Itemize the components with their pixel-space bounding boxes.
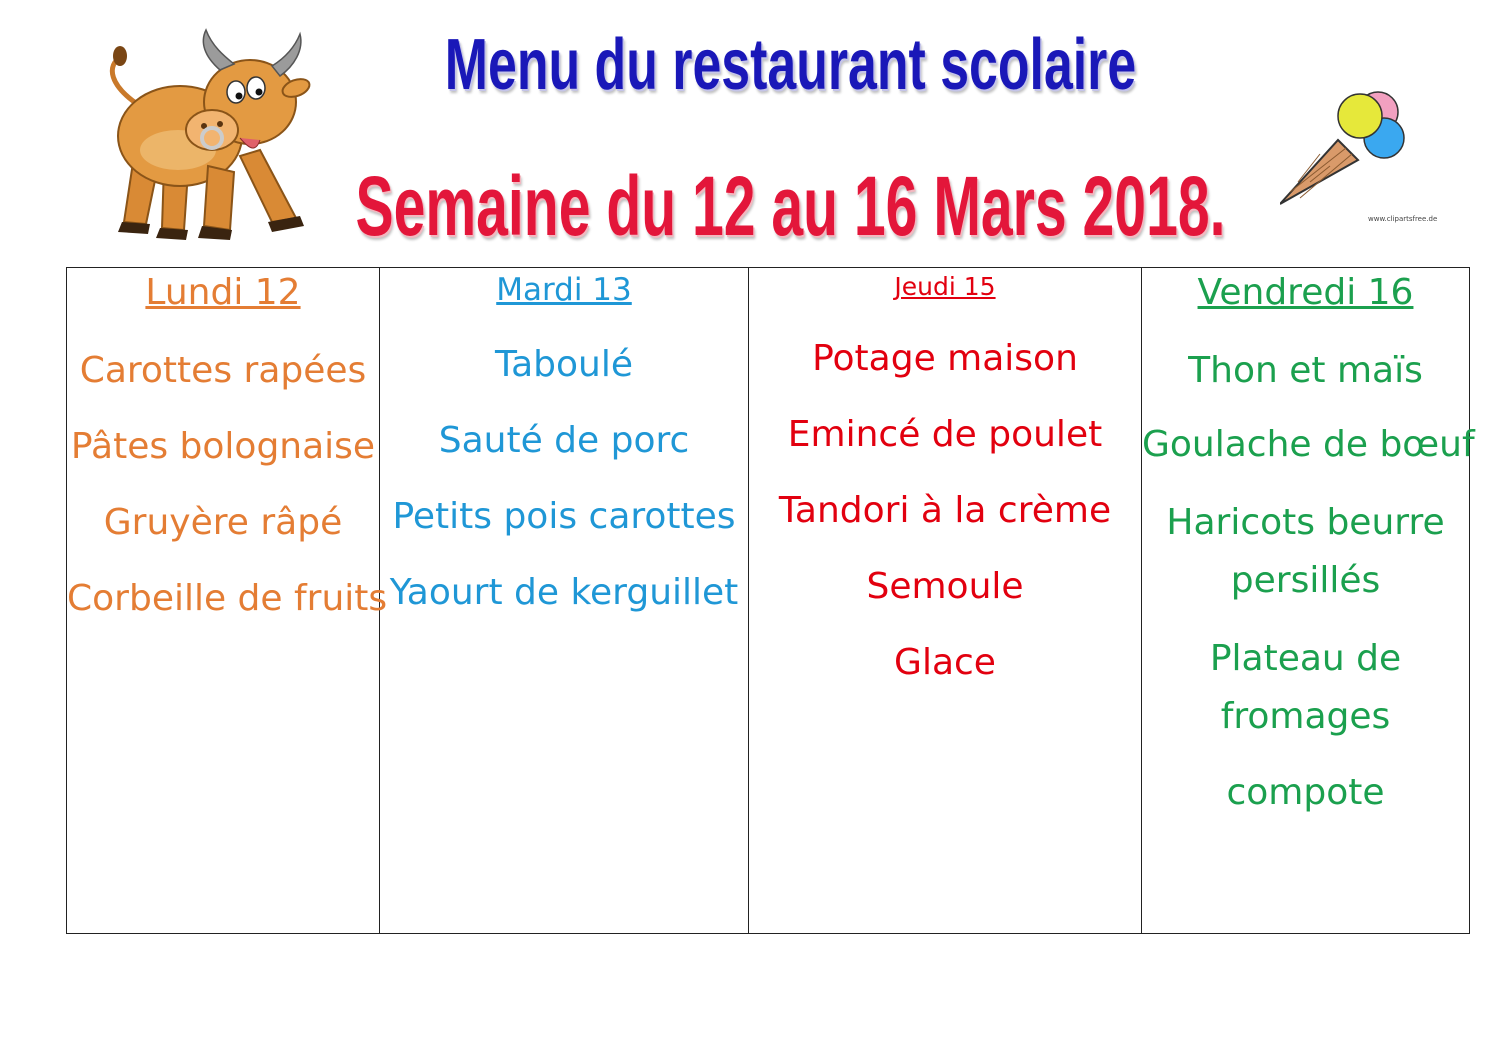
dish-item: persillés — [1230, 560, 1381, 601]
day-column-tuesday — [380, 268, 749, 933]
day-column-friday — [1142, 268, 1475, 933]
day-column-thursday — [749, 268, 1142, 933]
dish-item: Tandori à la crème — [778, 490, 1112, 531]
image-credit: www.clipartsfree.de — [1368, 215, 1438, 223]
dish-item: Semoule — [866, 566, 1024, 607]
dish-item: Petits pois carottes — [392, 496, 736, 537]
dish-item: compote — [1226, 772, 1385, 813]
dish-item: Thon et maïs — [1188, 350, 1423, 391]
day-header-friday: Vendredi 16 — [1197, 272, 1414, 313]
dish-item: Emincé de poulet — [787, 414, 1103, 455]
dish-item: fromages — [1220, 696, 1391, 737]
dish-item: Yaourt de kerguillet — [389, 572, 739, 613]
dish-item: Taboulé — [495, 344, 633, 385]
bull-illustration — [100, 26, 340, 250]
day-header-tuesday: Mardi 13 — [496, 272, 632, 308]
ice-cream-cone-illustration — [1280, 82, 1412, 212]
day-column-monday — [67, 268, 388, 933]
dish-item: Goulache de bœuf — [1142, 424, 1475, 465]
day-header-monday: Lundi 12 — [145, 272, 301, 313]
menu-title: Menu du restaurant scolaire — [444, 25, 1137, 105]
dish-item: Potage maison — [812, 338, 1078, 379]
dish-item: Gruyère râpé — [103, 502, 343, 543]
dish-item: Glace — [894, 642, 996, 683]
week-subtitle: Semaine du 12 au 16 Mars 2018. — [355, 159, 1226, 253]
dish-item: Haricots beurre — [1166, 502, 1445, 543]
day-header-thursday: Jeudi 15 — [894, 272, 996, 301]
dish-item: Sauté de porc — [438, 420, 690, 461]
dish-item: Pâtes bolognaise — [70, 426, 376, 467]
dish-item: Corbeille de fruits — [67, 578, 388, 619]
menu-table — [66, 267, 1475, 934]
dish-item: Carottes rapées — [79, 350, 367, 391]
dish-item: Plateau de — [1209, 638, 1402, 679]
